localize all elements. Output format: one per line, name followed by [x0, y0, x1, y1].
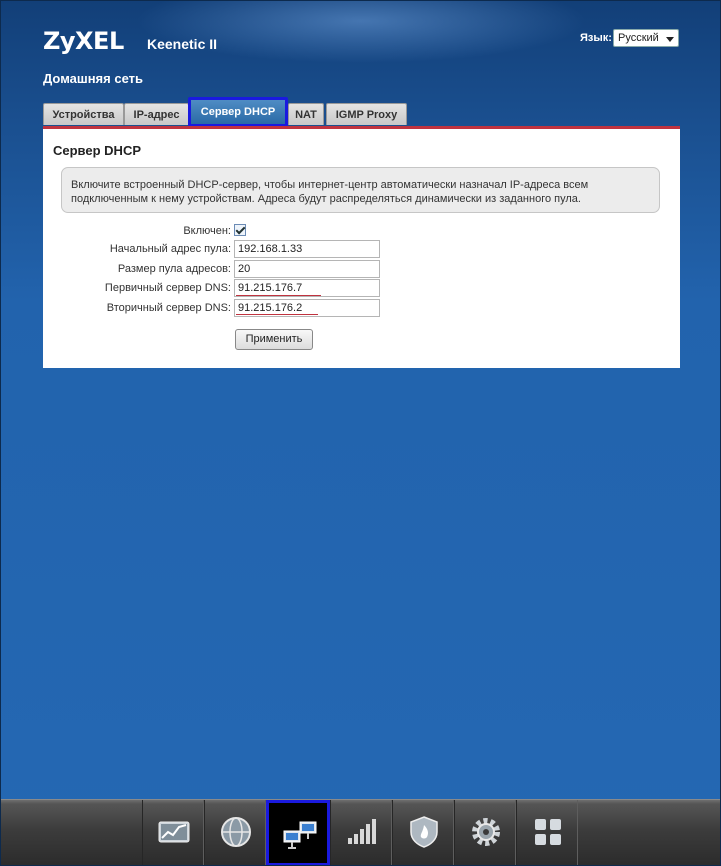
enabled-label: Включен:: [183, 225, 231, 237]
pool-size-row: [43, 260, 680, 278]
tab-nat[interactable]: NAT: [288, 103, 324, 125]
tab-dhcp-server[interactable]: Сервер DHCP: [188, 97, 288, 127]
globe-icon: [218, 814, 254, 850]
dock-item-monitor[interactable]: [142, 800, 204, 866]
language-value: Русский: [618, 32, 659, 44]
dock-item-apps[interactable]: [516, 800, 578, 866]
chart-icon: [156, 814, 192, 850]
pool-start-input[interactable]: [234, 240, 380, 258]
pool-start-label: Начальный адрес пула:: [109, 243, 231, 255]
enabled-row: [43, 222, 680, 240]
dns2-label: Вторичный сервер DNS:: [106, 302, 231, 314]
dock-item-internet[interactable]: [204, 800, 266, 866]
dns1-label: Первичный сервер DNS:: [104, 282, 231, 294]
zyxel-logo: ZyXEL: [43, 27, 124, 55]
panel-title: Сервер DHCP: [53, 143, 141, 158]
dock-item-security[interactable]: [392, 800, 454, 866]
tab-ip-address[interactable]: IP-адрес: [124, 103, 189, 125]
pool-size-input[interactable]: [234, 260, 380, 278]
dock-item-wifi[interactable]: [330, 800, 392, 866]
tab-devices[interactable]: Устройства: [43, 103, 124, 125]
pool-size-label: Размер пула адресов:: [117, 263, 231, 275]
dock-item-home-network[interactable]: [266, 800, 330, 866]
model-name: Keenetic II: [147, 36, 218, 52]
dns1-underline: [236, 295, 321, 296]
enabled-checkbox[interactable]: [234, 224, 246, 236]
section-title: Домашняя сеть: [43, 71, 143, 86]
info-box: [61, 167, 660, 213]
dns1-row: [43, 279, 680, 297]
language-select[interactable]: [613, 29, 679, 47]
dock-item-system[interactable]: [454, 800, 516, 866]
apps-icon: [530, 814, 566, 850]
language-label: Язык:: [580, 32, 612, 44]
info-text-line1: Включите встроенный DHCP-сервер, чтобы интернет-центр автоматически назначал IP-адреса всем: [71, 179, 589, 191]
signal-icon: [344, 814, 380, 850]
shield-icon: [406, 814, 442, 850]
dns2-row: [43, 299, 680, 317]
dns2-underline: [236, 314, 318, 315]
info-text-line2: подключенным к нему устройствам. Адреса будут распределяться динамически из заданного пула.: [71, 193, 581, 205]
network-icon: [282, 817, 318, 853]
bottom-dock: [1, 799, 720, 866]
apply-button[interactable]: Применить: [235, 329, 313, 350]
pool-start-row: [43, 240, 680, 258]
gear-icon: [468, 814, 504, 850]
chevron-down-icon: [666, 37, 674, 42]
tab-igmp-proxy[interactable]: IGMP Proxy: [326, 103, 407, 125]
dhcp-panel: [43, 129, 680, 368]
